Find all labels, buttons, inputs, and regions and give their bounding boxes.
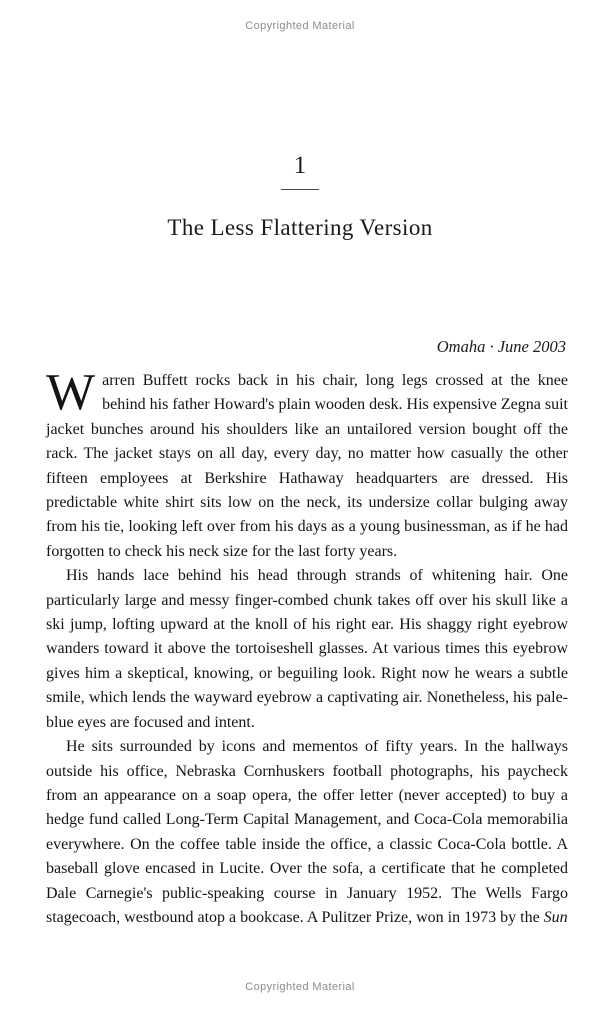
chapter-divider-rule — [281, 189, 319, 190]
paragraph-1 — [46, 364, 568, 564]
paragraph-3-text: He sits surrounded by icons and mementos of fifty years. In the hallways outside his office, Nebraska Cornhuskers football photographs, his paycheck from an appearance on a soap opera, the offer letter (never accepted) to buy a hedge fund called Long-Term Capital Management, and Coca-Cola memorabilia everywhere. On the coffee table inside the office, a classic Coca-Cola bottle. A baseball glove encased in Lucite. Over the sofa, a certificate that he completed Dale Carnegie's public-speaking course in January 1952. The Wells Fargo stagecoach, westbound atop a bookcase. A Pulitzer Prize, won in 1973 by the — [46, 738, 568, 926]
body-text — [46, 364, 568, 930]
dateline: Omaha · June 2003 — [436, 337, 566, 356]
paragraph-3-italic-word: Sun — [543, 908, 568, 926]
copyright-notice-bottom: Copyrighted Material — [245, 981, 355, 993]
paragraph-1-text: arren Buffett rocks back in his chair, long legs crossed at the knee behind his father Howard's plain wooden desk. His expensive Zegna suit jacket bunches around his shoulders like an untailored version bought off the rack. The jacket stays on all day, every day, no matter how casually the other fifteen employees at Berkshire Hathaway headquarters are dressed. His predictable white shirt sits low on the neck, its undersize collar bulging away from his tie, looking left over from his days as a young businessman, as if he had forgotten to check his neck size for the last forty years. — [46, 372, 568, 560]
chapter-title: The Less Flattering Version — [167, 215, 433, 240]
drop-cap: W — [46, 364, 96, 421]
copyright-notice-top: Copyrighted Material — [245, 20, 355, 32]
paragraph-2 — [46, 564, 568, 735]
paragraph-3 — [46, 735, 568, 930]
paragraph-2-text: His hands lace behind his head through strands of whitening hair. One particularly large and messy finger-combed chunk takes off over his skull like a ski jump, lofting upward at the knoll of his right ear. His shaggy right eyebrow wanders toward it above the tortoiseshell glasses. At various times this eyebrow gives him a skeptical, knowing, or beguiling look. Right now he wears a subtle smile, which lends the wayward eyebrow a captivating air. Nonetheless, his pale-blue eyes are focused and intent. — [46, 567, 568, 731]
chapter-number: 1 — [293, 152, 307, 179]
